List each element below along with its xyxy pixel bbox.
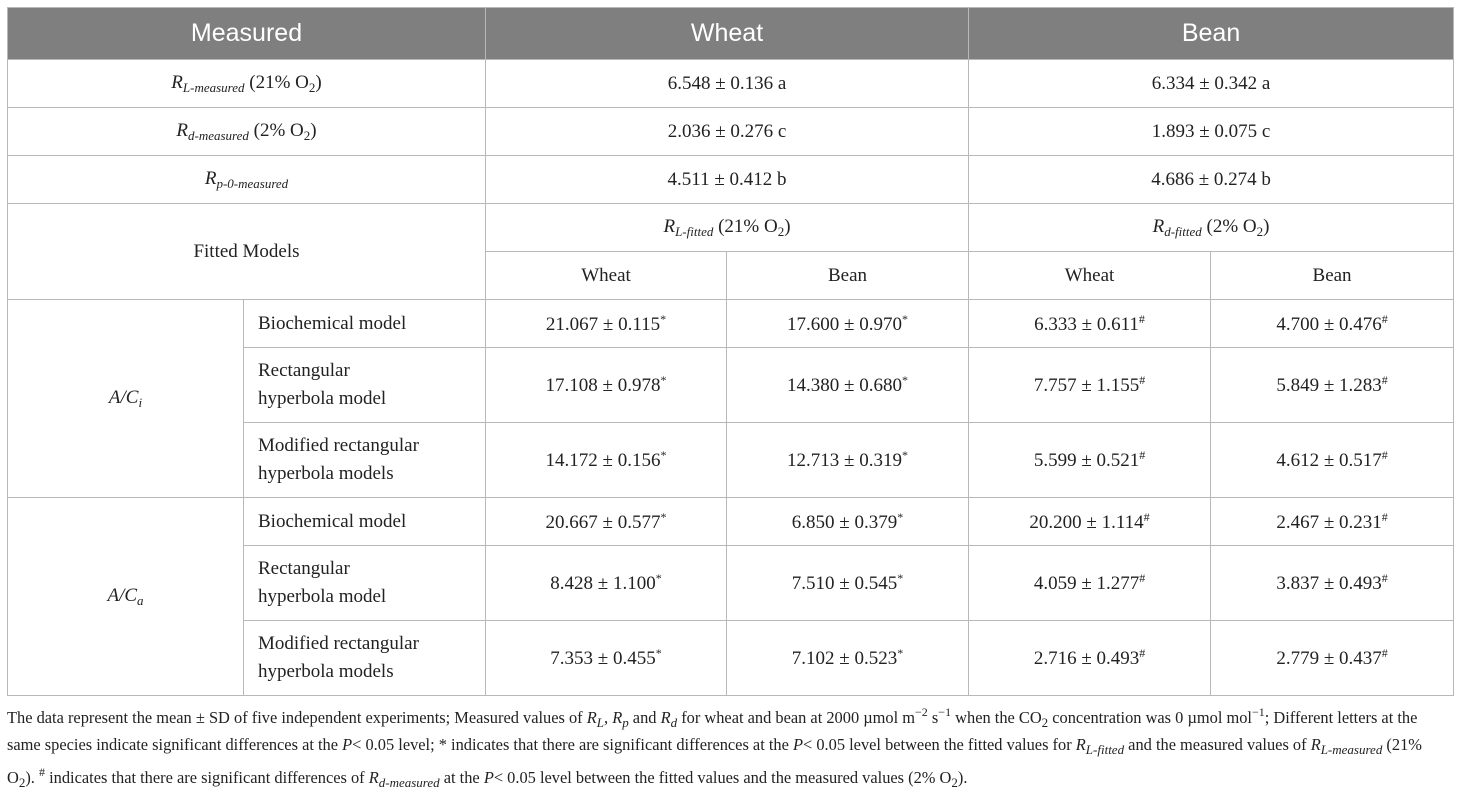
table-footnote: The data represent the mean ± SD of five independent experiments; Measured values of $R_L$, $R_p$ and $R_d$ for wheat and bean at 2000 µmol $m^{-2}$ $s^{-1}$ when the $CO_2$ concentration was 0 µmol mol$^{-1}$; Different letters at the same species indicate significant differences at the P< 0.05 level; * indicates that there are significant differences at the P< 0.05 level between the fitted values for $R_{L-fitted}$ and the measured values of $R_{L-measured}$ (21% $O_2$). # indicates that there are significant differences of $R_{d-measured}$ at the P< 0.05 level between the fitted values and the measured values (2% $O_2$). xyxy=(7,705,1422,790)
measured-label: $R_{d-measured}$ (2% $O_2$) xyxy=(8,108,486,156)
value-cell: 21.067 ± 0.115* xyxy=(486,300,727,348)
table-wrapper xyxy=(7,7,1453,794)
header-bean: Bean xyxy=(969,8,1454,60)
table-row xyxy=(8,156,1454,204)
measured-wheat: 2.036 ± 0.276 c xyxy=(486,108,969,156)
measured-label: $R_{L-measured}$ (21% $O_2$) xyxy=(8,60,486,108)
value-cell: 17.600 ± 0.970* xyxy=(727,300,969,348)
value-cell: 20.200 ± 1.114# xyxy=(969,498,1211,546)
fitted-header-row xyxy=(8,204,1454,252)
table-row xyxy=(8,108,1454,156)
fitted-right-header: $R_{d-fitted}$ (2% $O_2$) xyxy=(969,204,1454,252)
model-name: Biochemical model xyxy=(244,498,486,546)
value-cell: 20.667 ± 0.577* xyxy=(486,498,727,546)
header-wheat: Wheat xyxy=(486,8,969,60)
value-cell: 3.837 ± 0.493# xyxy=(1211,546,1454,621)
measured-wheat: 4.511 ± 0.412 b xyxy=(486,156,969,204)
model-name: Rectangular hyperbola model xyxy=(244,546,486,621)
measured-label: $R_{p-0-measured}$ xyxy=(8,156,486,204)
model-name: Biochemical model xyxy=(244,300,486,348)
fitted-models-label: Fitted Models xyxy=(8,204,486,300)
value-cell: 14.380 ± 0.680* xyxy=(727,348,969,423)
measured-bean: 4.686 ± 0.274 b xyxy=(969,156,1454,204)
model-name: Rectangular hyperbola model xyxy=(244,348,486,423)
value-cell: 17.108 ± 0.978* xyxy=(486,348,727,423)
group-label: $A/C_a$ xyxy=(8,498,244,696)
species-header: Wheat xyxy=(486,252,727,300)
header-row xyxy=(8,8,1454,60)
value-cell: 4.059 ± 1.277# xyxy=(969,546,1211,621)
measured-bean: 1.893 ± 0.075 c xyxy=(969,108,1454,156)
table-row xyxy=(8,60,1454,108)
measured-bean: 6.334 ± 0.342 a xyxy=(969,60,1454,108)
value-cell: 2.716 ± 0.493# xyxy=(969,621,1211,696)
fitted-left-header: $R_{L-fitted}$ (21% $O_2$) xyxy=(486,204,969,252)
results-table xyxy=(7,7,1454,696)
value-cell: 2.467 ± 0.231# xyxy=(1211,498,1454,546)
measured-wheat: 6.548 ± 0.136 a xyxy=(486,60,969,108)
header-measured: Measured xyxy=(8,8,486,60)
value-cell: 6.333 ± 0.611# xyxy=(969,300,1211,348)
value-cell: 7.757 ± 1.155# xyxy=(969,348,1211,423)
value-cell: 5.849 ± 1.283# xyxy=(1211,348,1454,423)
table-row xyxy=(8,498,1454,546)
value-cell: 5.599 ± 0.521# xyxy=(969,423,1211,498)
value-cell: 6.850 ± 0.379* xyxy=(727,498,969,546)
value-cell: 2.779 ± 0.437# xyxy=(1211,621,1454,696)
species-header: Wheat xyxy=(969,252,1211,300)
value-cell: 4.700 ± 0.476# xyxy=(1211,300,1454,348)
value-cell: 7.510 ± 0.545* xyxy=(727,546,969,621)
value-cell: 7.102 ± 0.523* xyxy=(727,621,969,696)
value-cell: 12.713 ± 0.319* xyxy=(727,423,969,498)
value-cell: 7.353 ± 0.455* xyxy=(486,621,727,696)
value-cell: 4.612 ± 0.517# xyxy=(1211,423,1454,498)
value-cell: 14.172 ± 0.156* xyxy=(486,423,727,498)
species-header: Bean xyxy=(727,252,969,300)
model-name: Modified rectangular hyperbola models xyxy=(244,423,486,498)
table-row xyxy=(8,300,1454,348)
species-header: Bean xyxy=(1211,252,1454,300)
group-label: $A/C_i$ xyxy=(8,300,244,498)
model-name: Modified rectangular hyperbola models xyxy=(244,621,486,696)
value-cell: 8.428 ± 1.100* xyxy=(486,546,727,621)
